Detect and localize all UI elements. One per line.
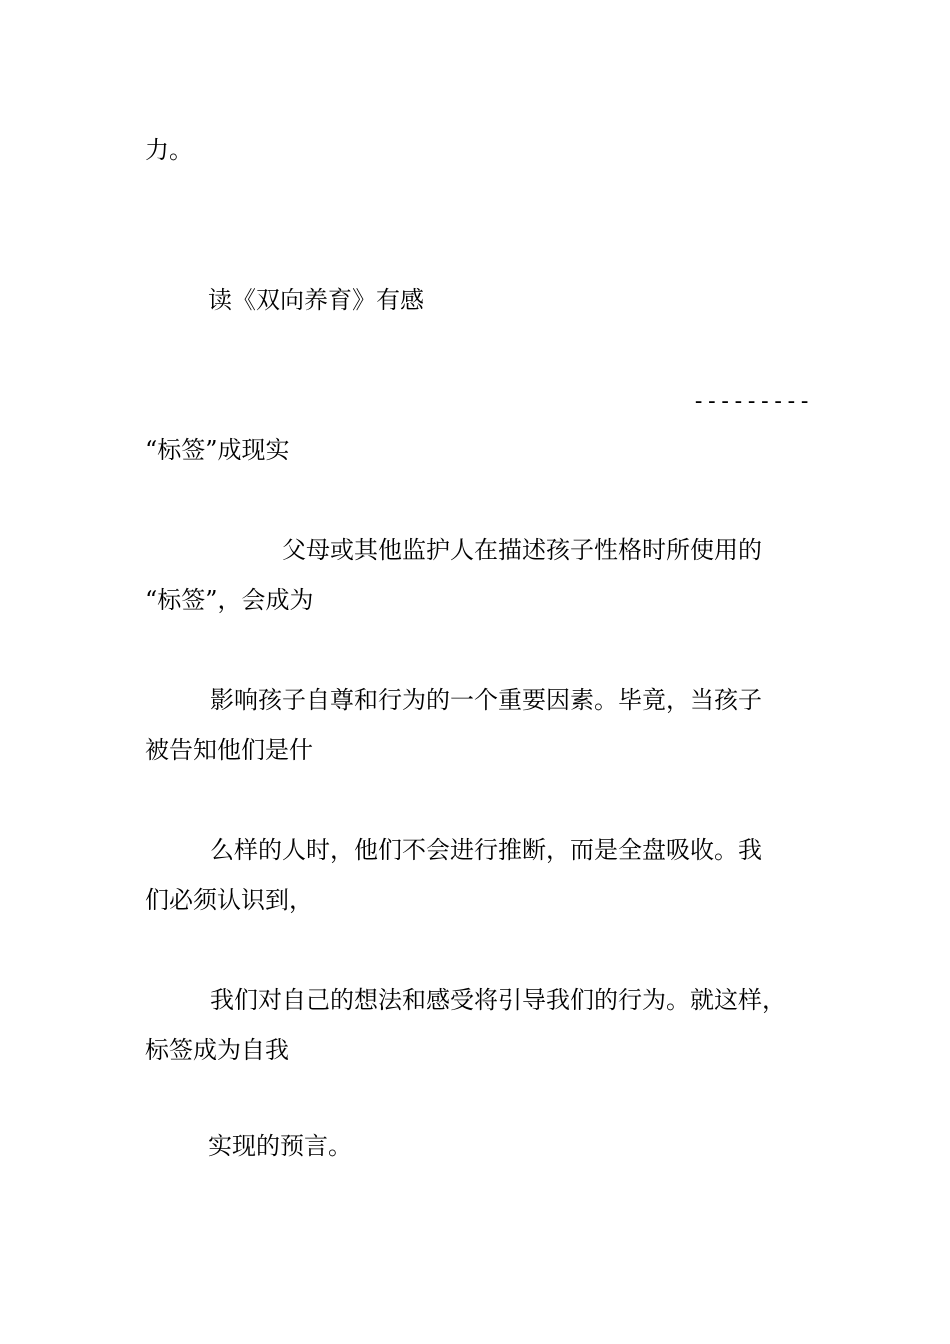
paragraph-3-line-1: 么样的人时，他们不会进行推断，而是全盘吸收。我 — [210, 836, 762, 864]
paragraph-1-line-2: “标签”，会成为 — [145, 586, 314, 614]
paragraph-4-line-2: 标签成为自我 — [145, 1036, 289, 1064]
separator-line: --------- — [692, 389, 812, 414]
paragraph-4-line-1: 我们对自己的想法和感受将引导我们的行为。就这样， — [210, 986, 786, 1014]
paragraph-5-line-1: 实现的预言。 — [208, 1132, 352, 1160]
paragraph-2-line-1: 影响孩子自尊和行为的一个重要因素。毕竟，当孩子 — [210, 686, 762, 714]
essay-title: 读《双向养育》有感 — [208, 286, 424, 314]
continuation-text: 力。 — [145, 136, 193, 164]
paragraph-3-line-2: 们必须认识到， — [145, 886, 313, 914]
section-heading: “标签”成现实 — [145, 436, 290, 464]
paragraph-1-line-1: 父母或其他监护人在描述孩子性格时所使用的 — [282, 536, 762, 564]
paragraph-2-line-2: 被告知他们是什 — [145, 736, 313, 764]
